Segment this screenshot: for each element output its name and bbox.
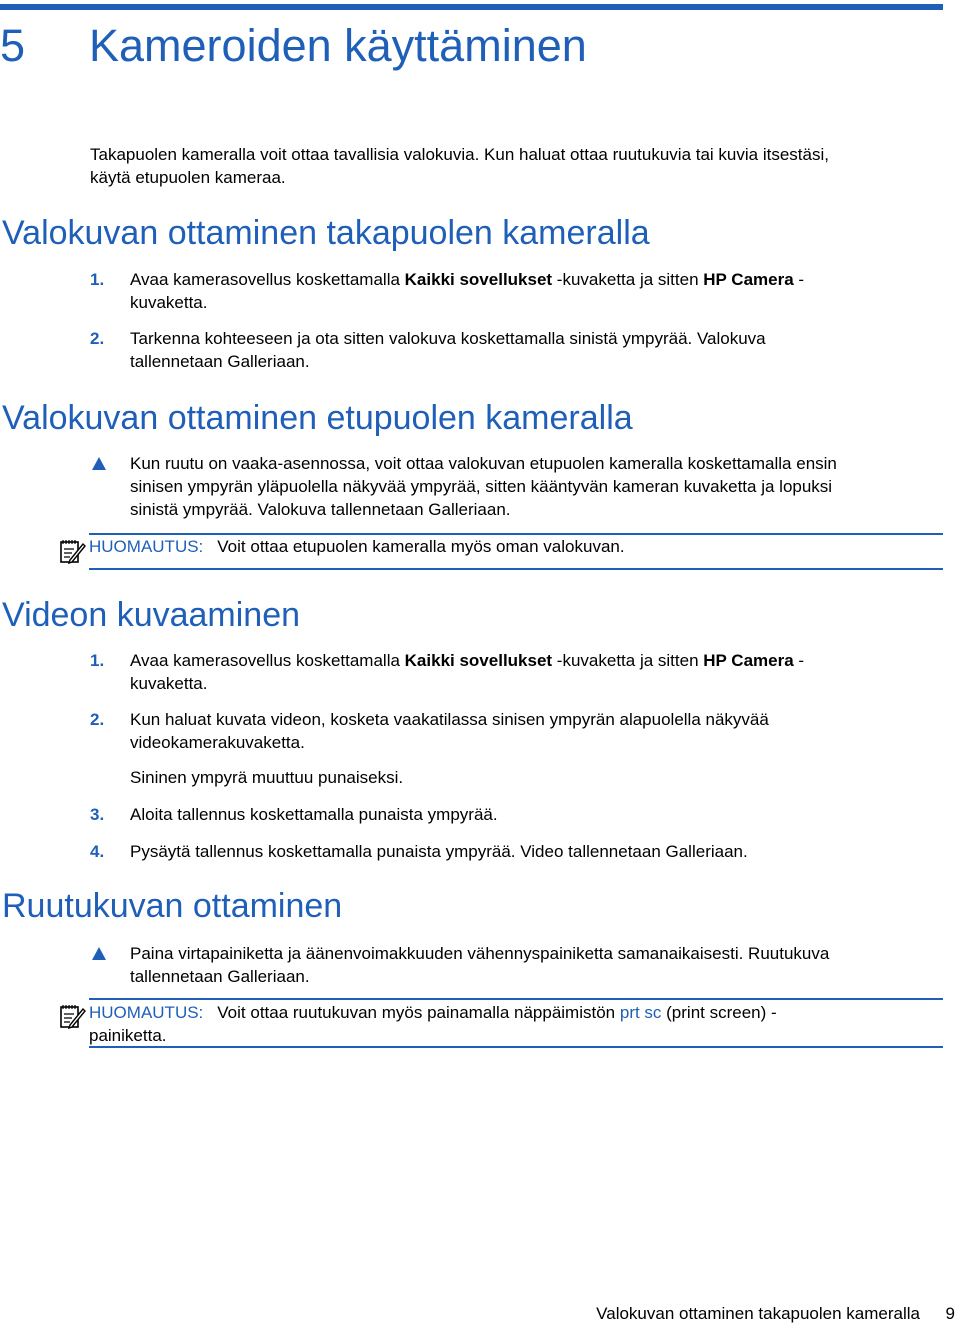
step-number: 3. xyxy=(90,805,105,824)
key-name: prt sc xyxy=(619,1003,662,1022)
intro-line-2: käytä etupuolen kameraa. xyxy=(90,168,286,187)
intro-paragraph xyxy=(90,143,829,189)
section-heading-video: Videon kuvaaminen xyxy=(2,596,301,634)
note-label: HUOMAUTUS: xyxy=(89,1003,204,1022)
triangle-bullet-icon xyxy=(92,947,106,960)
note-text: HUOMAUTUS: Voit ottaa ruutukuvan myös painamalla näppäimistön prt sc (print screen) - painiketta. xyxy=(89,1003,777,1045)
bullet-text: Kun ruutu on vaaka-asennossa, voit ottaa valokuvan etupuolen kameralla koskettamalla ensin sinisen ympyrän yläpuolella näkyvää ympyrää, sitten kääntyvän kameran kuvaketta ja lopuksi sinistä ympyrää. Valokuva tallennetaan Galleriaan. xyxy=(130,454,837,519)
section-heading-screenshot: Ruutukuvan ottaminen xyxy=(2,887,343,925)
note-bottom-rule xyxy=(89,568,943,570)
chapter-number: 5 xyxy=(0,20,26,71)
ui-term: HP Camera xyxy=(703,270,794,289)
top-rule xyxy=(0,4,943,10)
ui-term: Kaikki sovellukset xyxy=(404,270,553,289)
step-text: Avaa kamerasovellus koskettamalla Kaikki sovellukset -kuvaketta ja sitten HP Camera - kuvaketta. xyxy=(130,270,805,312)
step-number: 1. xyxy=(90,270,105,289)
bullet-text: Paina virtapainiketta ja äänenvoimakkuuden vähennyspainiketta samanaikaisesti. Ruutukuva tallennetaan Galleriaan. xyxy=(130,944,830,986)
step-subtext: Sininen ympyrä muuttuu punaiseksi. xyxy=(130,768,404,787)
running-footer: Valokuvan ottaminen takapuolen kameralla xyxy=(596,1304,920,1323)
section-heading-front-camera: Valokuvan ottaminen etupuolen kameralla xyxy=(2,399,633,437)
step-number: 4. xyxy=(90,842,105,861)
ui-term: Kaikki sovellukset xyxy=(404,651,553,670)
triangle-bullet-icon xyxy=(92,457,106,470)
step-text: Avaa kamerasovellus koskettamalla Kaikki sovellukset -kuvaketta ja sitten HP Camera - kuvaketta. xyxy=(130,651,805,693)
step-number: 1. xyxy=(90,651,105,670)
intro-line-1: Takapuolen kameralla voit ottaa tavallisia valokuvia. Kun haluat ottaa ruutukuvia tai kuvia itsestäsi, xyxy=(90,145,829,164)
note-top-rule xyxy=(89,998,943,1000)
section-heading-back-camera: Valokuvan ottaminen takapuolen kameralla xyxy=(2,214,650,252)
step-number: 2. xyxy=(90,710,105,729)
step-text: Aloita tallennus koskettamalla punaista ympyrää. xyxy=(130,805,498,824)
chapter-title xyxy=(0,18,587,74)
note-bottom-rule xyxy=(89,1046,943,1048)
step-number: 2. xyxy=(90,329,105,348)
note-text: HUOMAUTUS: Voit ottaa etupuolen kameralla myös oman valokuvan. xyxy=(89,537,625,556)
chapter-title-text: Kameroiden käyttäminen xyxy=(89,20,587,71)
note-pencil-icon xyxy=(58,537,86,565)
ui-term: HP Camera xyxy=(703,651,794,670)
note-label: HUOMAUTUS: xyxy=(89,537,204,556)
step-text: Kun haluat kuvata videon, kosketa vaakatilassa sinisen ympyrän alapuolella näkyvää videokamerakuvaketta. xyxy=(130,710,769,752)
note-pencil-icon xyxy=(58,1002,86,1030)
step-text: Tarkenna kohteeseen ja ota sitten valokuva koskettamalla sinistä ympyrää. Valokuva tallennetaan Galleriaan. xyxy=(130,329,766,371)
page-number: 9 xyxy=(945,1304,955,1323)
step-text: Pysäytä tallennus koskettamalla punaista ympyrää. Video tallennetaan Galleriaan. xyxy=(130,842,748,861)
